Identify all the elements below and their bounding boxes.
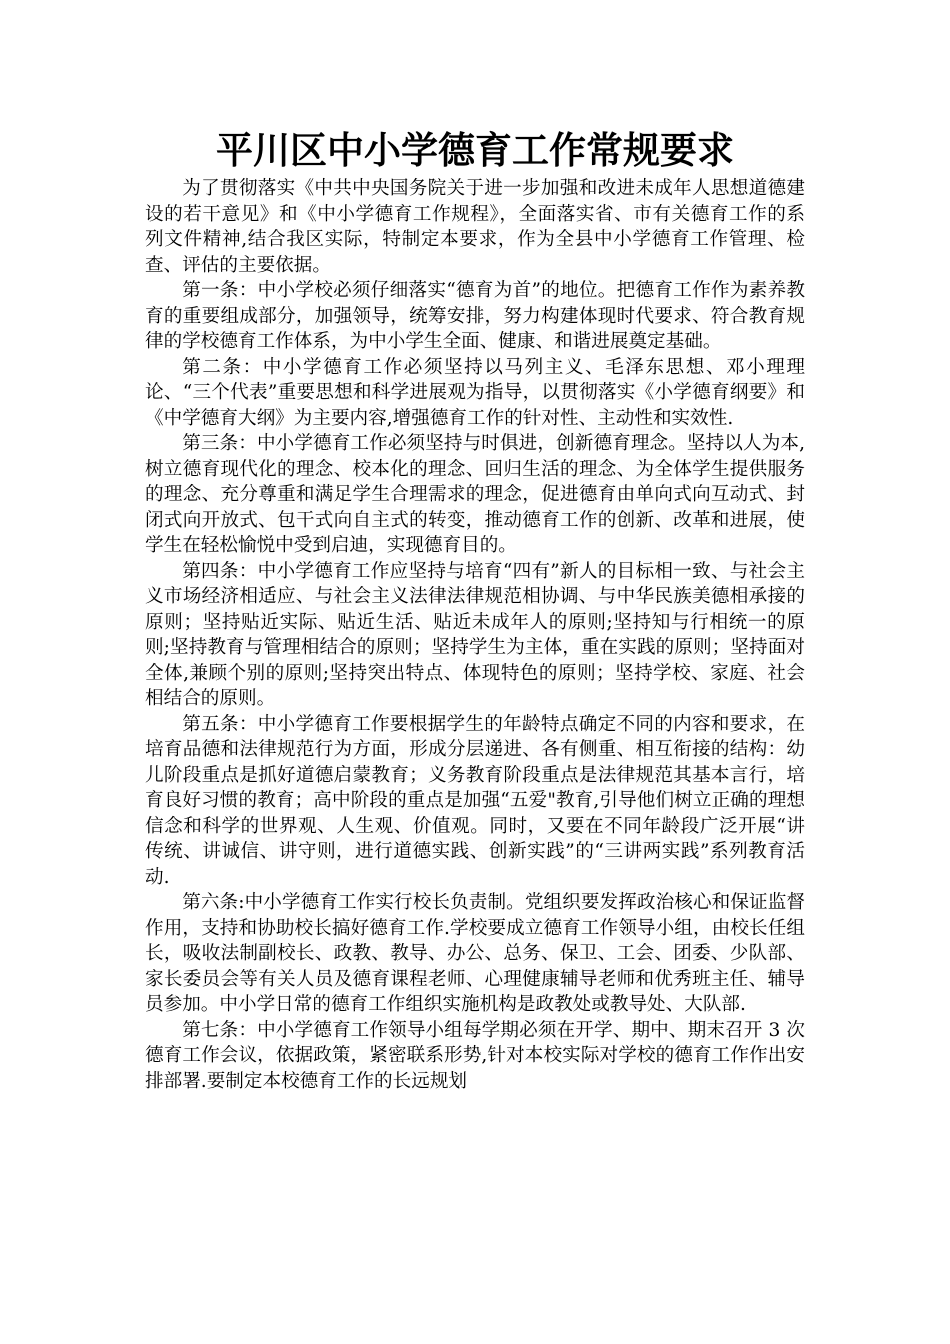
- paragraph-article-1: 第一条：中小学校必须仔细落实“德育为首”的地位。把德育工作作为素养教育的重要组成部分，加强领导，统筹安排，努力构建体现时代要求、符合教育规律的学校德育工作体系，为中小学生全面、健康、和谐进展奠定基础。: [145, 280, 805, 352]
- paragraph-article-7: 第七条：中小学德育工作领导小组每学期必须在开学、期中、期末召开 3 次德育工作会议，依据政策，紧密联系形势,针对本校实际对学校的德育工作作出安排部署.要制定本校德育工作的长远规划: [145, 1019, 805, 1092]
- document-body: [145, 176, 805, 1094]
- paragraph-preamble: 为了贯彻落实《中共中央国务院关于进一步加强和改进未成年人思想道德建设的若干意见》和《中小学德育工作规程》，全面落实省、市有关德育工作的系列文件精神,结合我区实际，特制定本要求，作为全县中小学德育工作管理、检查、评估的主要依据。: [145, 178, 805, 276]
- paragraph-article-2: 第二条：中小学德育工作必须坚持以马列主义、毛泽东思想、邓小理理论、“三个代表”重要思想和科学进展观为指导，以贯彻落实《小学德育纲要》和《中学德育大纲》为主要内容,增强德育工作的针对性、主动性和实效性.: [145, 356, 805, 429]
- paragraph-article-3: 第三条：中小学德育工作必须坚持与时俱进，创新德育理念。坚持以人为本,树立德育现代化的理念、校本化的理念、回归生活的理念、为全体学生提供服务的理念、充分尊重和满足学生合理需求的理念，促进德育由单向式向互动式、封闭式向开放式、包干式向自主式的转变，推动德育工作的创新、改革和进展，使学生在轻松愉悦中受到启迪，实现德育目的。: [145, 433, 805, 556]
- paragraph-article-5: 第五条：中小学德育工作要根据学生的年龄特点确定不同的内容和要求，在培育品德和法律规范行为方面，形成分层递进、各有侧重、相互衔接的结构：幼儿阶段重点是抓好道德启蒙教育；义务教育阶段重点是法律规范其基本言行，培育良好习惯的教育；高中阶段的重点是加强“五爱"教育,引导他们树立正确的理想信念和科学的世界观、人生观、价值观。同时，又要在不同年龄段广泛开展“讲传统、讲诚信、讲守则，进行道德实践、创新实践”的“三讲两实践”系列教育活动.: [145, 713, 805, 888]
- paragraph-article-4: 第四条：中小学德育工作应坚持与培育“四有”新人的目标相一致、与社会主义市场经济相适应、与社会主义法律法律规范相协调、与中华民族美德相承接的原则；坚持贴近实际、贴近生活、贴近未成年人的原则;坚持知与行相统一的原则;坚持教育与管理相结合的原则；坚持学生为主体，重在实践的原则；坚持面对全体,兼顾个别的原则;坚持突出特点、体现特色的原则；坚持学校、家庭、社会相结合的原则。: [145, 560, 805, 709]
- paragraph-article-6: 第六条:中小学德育工作实行校长负责制。党组织要发挥政治核心和保证监督作用，支持和协助校长搞好德育工作.学校要成立德育工作领导小组，由校长任组长，吸收法制副校长、政教、教导、办公、总务、保卫、工会、团委、少队部、家长委员会等有关人员及德育课程老师、心理健康辅导老师和优秀班主任、辅导员参加。中小学日常的德育工作组织实施机构是政教处或教导处、大队部.: [145, 892, 805, 1015]
- document-title: 平川区中小学德育工作常规要求: [216, 128, 734, 172]
